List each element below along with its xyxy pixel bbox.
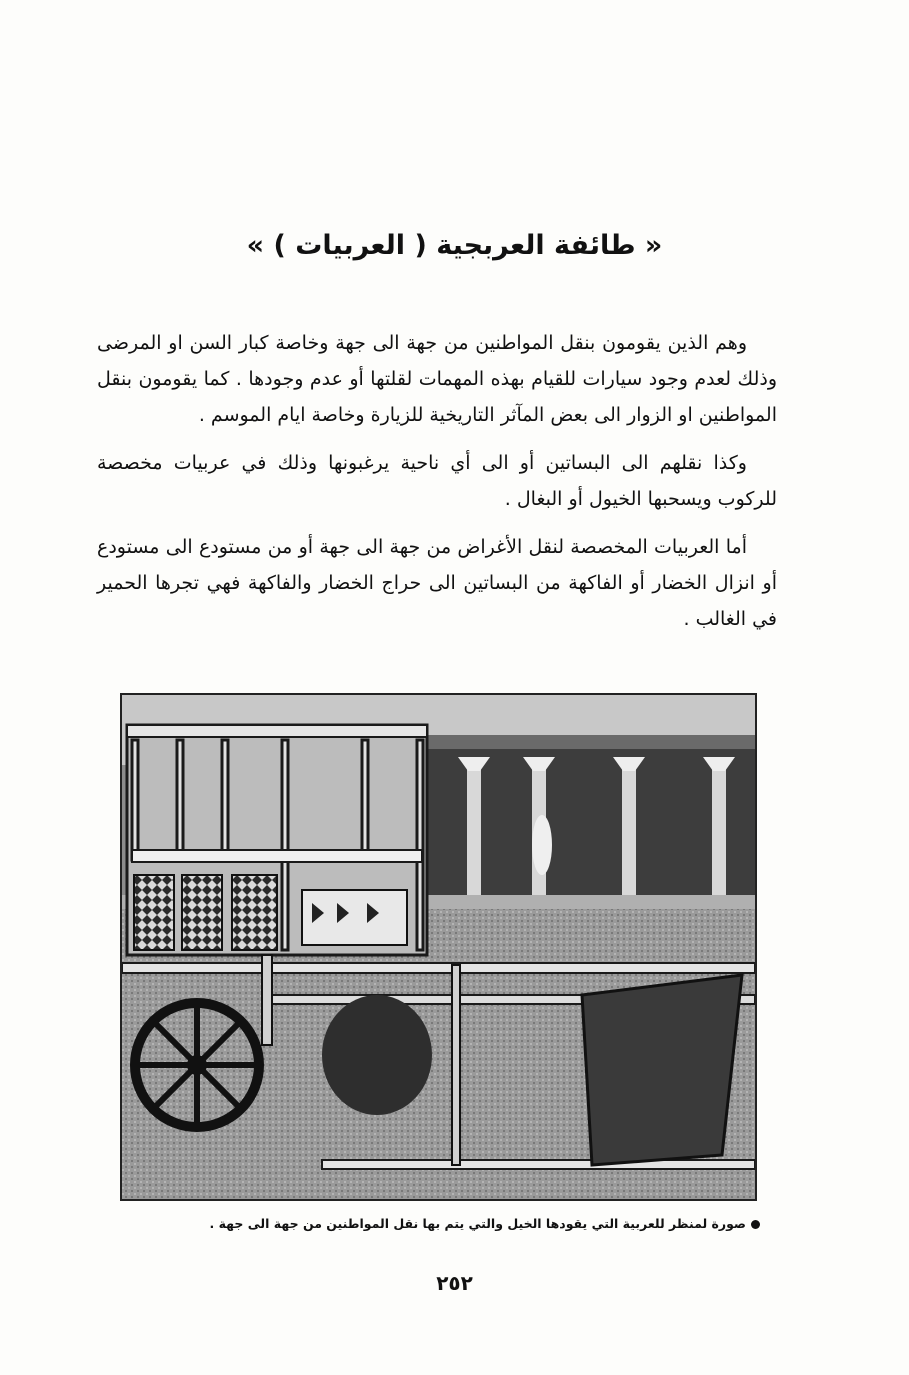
figure-caption-text: صورة لمنظر للعربية التي يقودها الخيل والتي يتم بها نقل المواطنين من جهة الى جهة . (209, 1216, 746, 1231)
section-title: « طائفة العربجية ( العربيات ) » (246, 230, 663, 261)
paragraph-1: وهم الذين يقومون بنقل المواطنين من جهة الى جهة وخاصة كبار السن او المرضى وذلك لعدم وجود سيارات للقيام بهذه المهمات لقلتها أو عدم وجودها . كما يقومون بنقل المواطنين او الزوار الى بعض المآثر التاريخية للزيارة وخاصة ايام الموسم . (97, 332, 777, 426)
body-text (97, 325, 777, 649)
paragraph-2: وكذا نقلهم الى البساتين أو الى أي ناحية يرغبونها وذلك في عربيات مخصصة للركوب ويسحبها الخيول أو البغال . (97, 452, 777, 510)
figure-caption (120, 1213, 760, 1235)
page-number: ٢٥٢ (436, 1271, 473, 1295)
paragraph-3: أما العربيات المخصصة لنقل الأغراض من جهة الى جهة أو من مستودع الى مستودع أو انزال الخضار أو الفاكهة من البساتين الى حراج الخضار والفاكهة فهي تجرها الحمير في الغالب . (97, 536, 777, 630)
carriage-photo (120, 693, 757, 1201)
bullet-icon (751, 1220, 760, 1229)
